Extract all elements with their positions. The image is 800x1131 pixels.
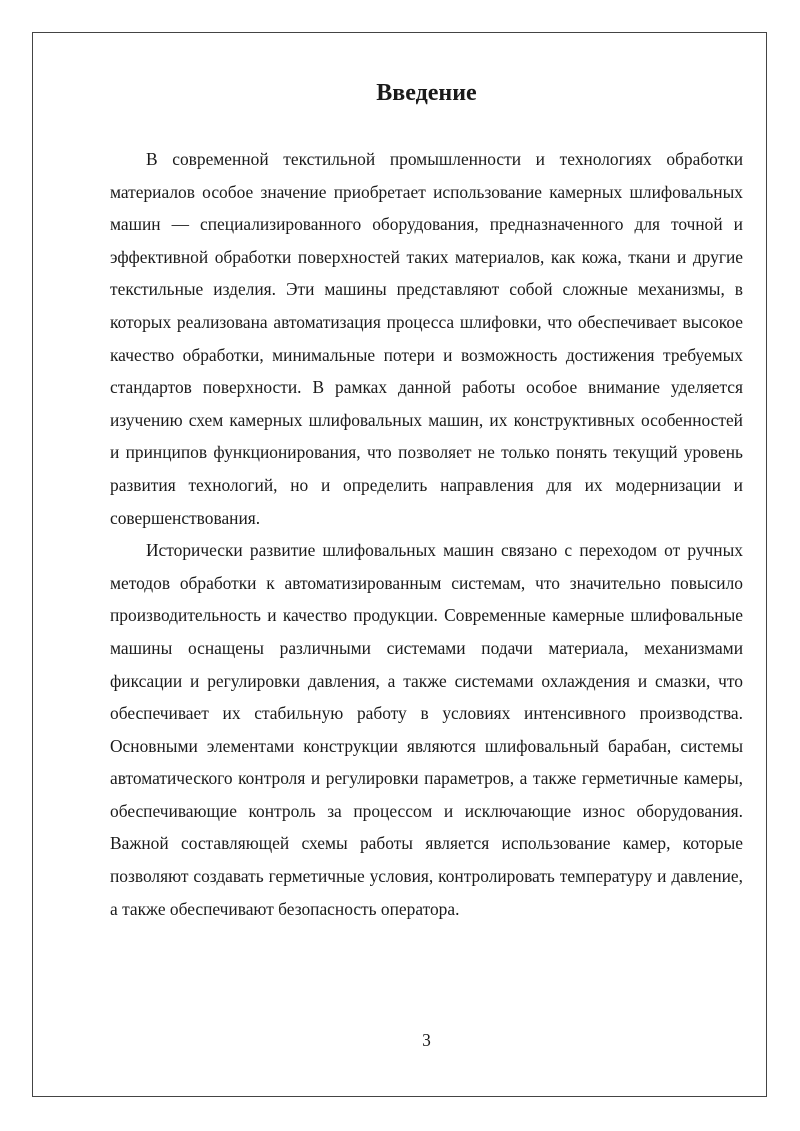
page-title: Введение (376, 80, 477, 106)
page-number: 3 (422, 1030, 431, 1050)
text-body (110, 143, 743, 925)
paragraph-1: В современной текстильной промышленности и технологиях обработки материалов особое значение приобретает использование камерных шлифовальных машин — специализированного оборудования, предназначенного для точной и эффективной обработки поверхностей таких материалов, как кожа, ткани и другие текстильные изделия. Эти машины представляют собой сложные механизмы, в которых реализована автоматизация процесса шлифовки, что обеспечивает высокое качество обработки, минимальные потери и возможность достижения требуемых стандартов поверхности. В рамках данной работы особое внимание уделяется изучению схем камерных шлифовальных машин, их конструктивных особенностей и принципов функционирования, что позволяет не только понять текущий уровень развития технологий, но и определить направления для их модернизации и совершенствования. (110, 149, 743, 528)
paragraph-2: Исторически развитие шлифовальных машин связано с переходом от ручных методов обработки к автоматизированным системам, что значительно повысило производительность и качество продукции. Современные камерные шлифовальные машины оснащены различными системами подачи материала, механизмами фиксации и регулировки давления, а также системами охлаждения и смазки, что обеспечивает их стабильную работу в условиях интенсивного производства. Основными элементами конструкции являются шлифовальный барабан, системы автоматического контроля и регулировки параметров, а также герметичные камеры, обеспечивающие контроль за процессом и исключающие износ оборудования. Важной составляющей схемы работы является использование камер, которые позволяют создавать герметичные условия, контролировать температуру и давление, а также обеспечивают безопасность оператора. (110, 540, 743, 919)
